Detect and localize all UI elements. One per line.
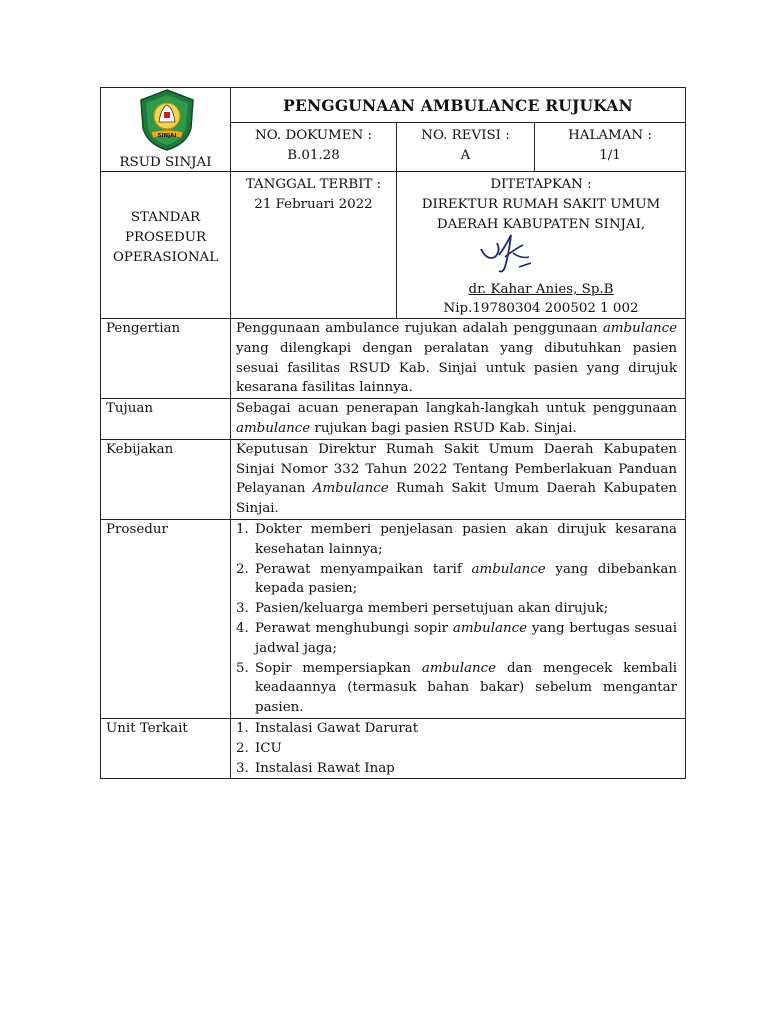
signer-name: dr. Kahar Anies, Sp.B [468, 282, 614, 297]
org-label: RSUD SINJAI [119, 155, 212, 170]
section-row-kebijakan [101, 439, 686, 519]
list-item: 3. Instalasi Rawat Inap [236, 760, 395, 776]
section-label-prosedur: Prosedur [101, 519, 231, 718]
section-row-tujuan [101, 399, 686, 440]
issue-date-label: TANGGAL TERBIT : [245, 177, 382, 192]
sop-type-cell [101, 172, 231, 319]
section-row-prosedur [101, 519, 686, 718]
page-value: 1/1 [599, 148, 621, 163]
svg-text:SINJAI: SINJAI [157, 132, 177, 139]
section-body-kebijakan: Keputusan Direktur Rumah Sakit Umum Daerah Kabupaten Sinjai Nomor 332 Tahun 2022 Tentang Pemberlakuan Panduan Pelayanan Ambulance Rumah Sakit Umum Daerah Kabupaten Sinjai. [231, 439, 686, 519]
issue-date-cell [231, 172, 397, 319]
signer-nip: Nip.19780304 200502 1 002 [443, 301, 639, 316]
page-label: HALAMAN : [568, 128, 652, 143]
list-item: 5. Sopir mempersiapkan ambulance dan mengecek kembali keadaannya (termasuk bahan bakar) sebelum mengantar pasien. [236, 660, 678, 716]
sop-type-line2: PROSEDUR [124, 230, 207, 245]
revision-value: A [460, 148, 471, 163]
section-label-kebijakan: Kebijakan [101, 439, 231, 519]
list-item: 2. Perawat menyampaikan tarif ambulance yang dibebankan kepada pasien; [236, 561, 678, 597]
signature-image [475, 227, 545, 277]
section-label-pengertian: Pengertian [101, 319, 231, 399]
section-label-unit-terkait: Unit Terkait [101, 718, 231, 778]
sop-type-line3: OPERASIONAL [112, 250, 219, 265]
issue-date-value: 21 Februari 2022 [254, 197, 373, 212]
doc-number-cell [231, 123, 397, 172]
section-body-unit-terkait [231, 718, 686, 778]
list-item: 1. Instalasi Gawat Darurat [236, 720, 419, 736]
doc-number-value: B.01.28 [287, 148, 340, 163]
list-item: 2. ICU [236, 740, 282, 756]
section-label-tujuan: Tujuan [101, 399, 231, 440]
section-row-pengertian [101, 319, 686, 399]
list-item: 3. Pasien/keluarga memberi persetujuan akan dirujuk; [236, 601, 609, 617]
document-title: PENGGUNAAN AMBULANCE RUJUKAN [231, 88, 686, 123]
sop-document [100, 87, 685, 779]
doc-number-label: NO. DOKUMEN : [255, 128, 372, 143]
list-item: 4. Perawat menghubungi sopir ambulance yang bertugas sesuai jadwal jaga; [236, 620, 678, 656]
approver-title-line1: DIREKTUR RUMAH SAKIT UMUM [421, 197, 661, 212]
rsud-sinjai-logo [137, 88, 197, 152]
approved-by-label: DITETAPKAN : [490, 177, 592, 192]
section-body-tujuan: Sebagai acuan penerapan langkah-langkah untuk penggunaan ambulance rujukan bagi pasien RSUD Kab. Sinjai. [231, 399, 686, 440]
section-body-pengertian: Penggunaan ambulance rujukan adalah penggunaan ambulance yang dilengkapi dengan peralatan yang dibutuhkan pasien sesuai fasilitas RSUD Kab. Sinjai untuk pasien yang dirujuk kesarana fasilitas lainnya. [231, 319, 686, 399]
revision-cell [397, 123, 535, 172]
section-row-unit-terkait [101, 718, 686, 778]
approval-cell [397, 172, 686, 319]
sop-table [100, 87, 686, 779]
page-cell [535, 123, 686, 172]
revision-label: NO. REVISI : [421, 128, 510, 143]
logo-cell [101, 88, 231, 172]
approver-title-line2: DAERAH KABUPATEN SINJAI, [436, 217, 646, 232]
sop-type-line1: STANDAR [130, 210, 201, 225]
list-item: 1. Dokter memberi penjelasan pasien akan dirujuk kesarana kesehatan lainnya; [236, 521, 678, 557]
section-body-prosedur [231, 519, 686, 718]
